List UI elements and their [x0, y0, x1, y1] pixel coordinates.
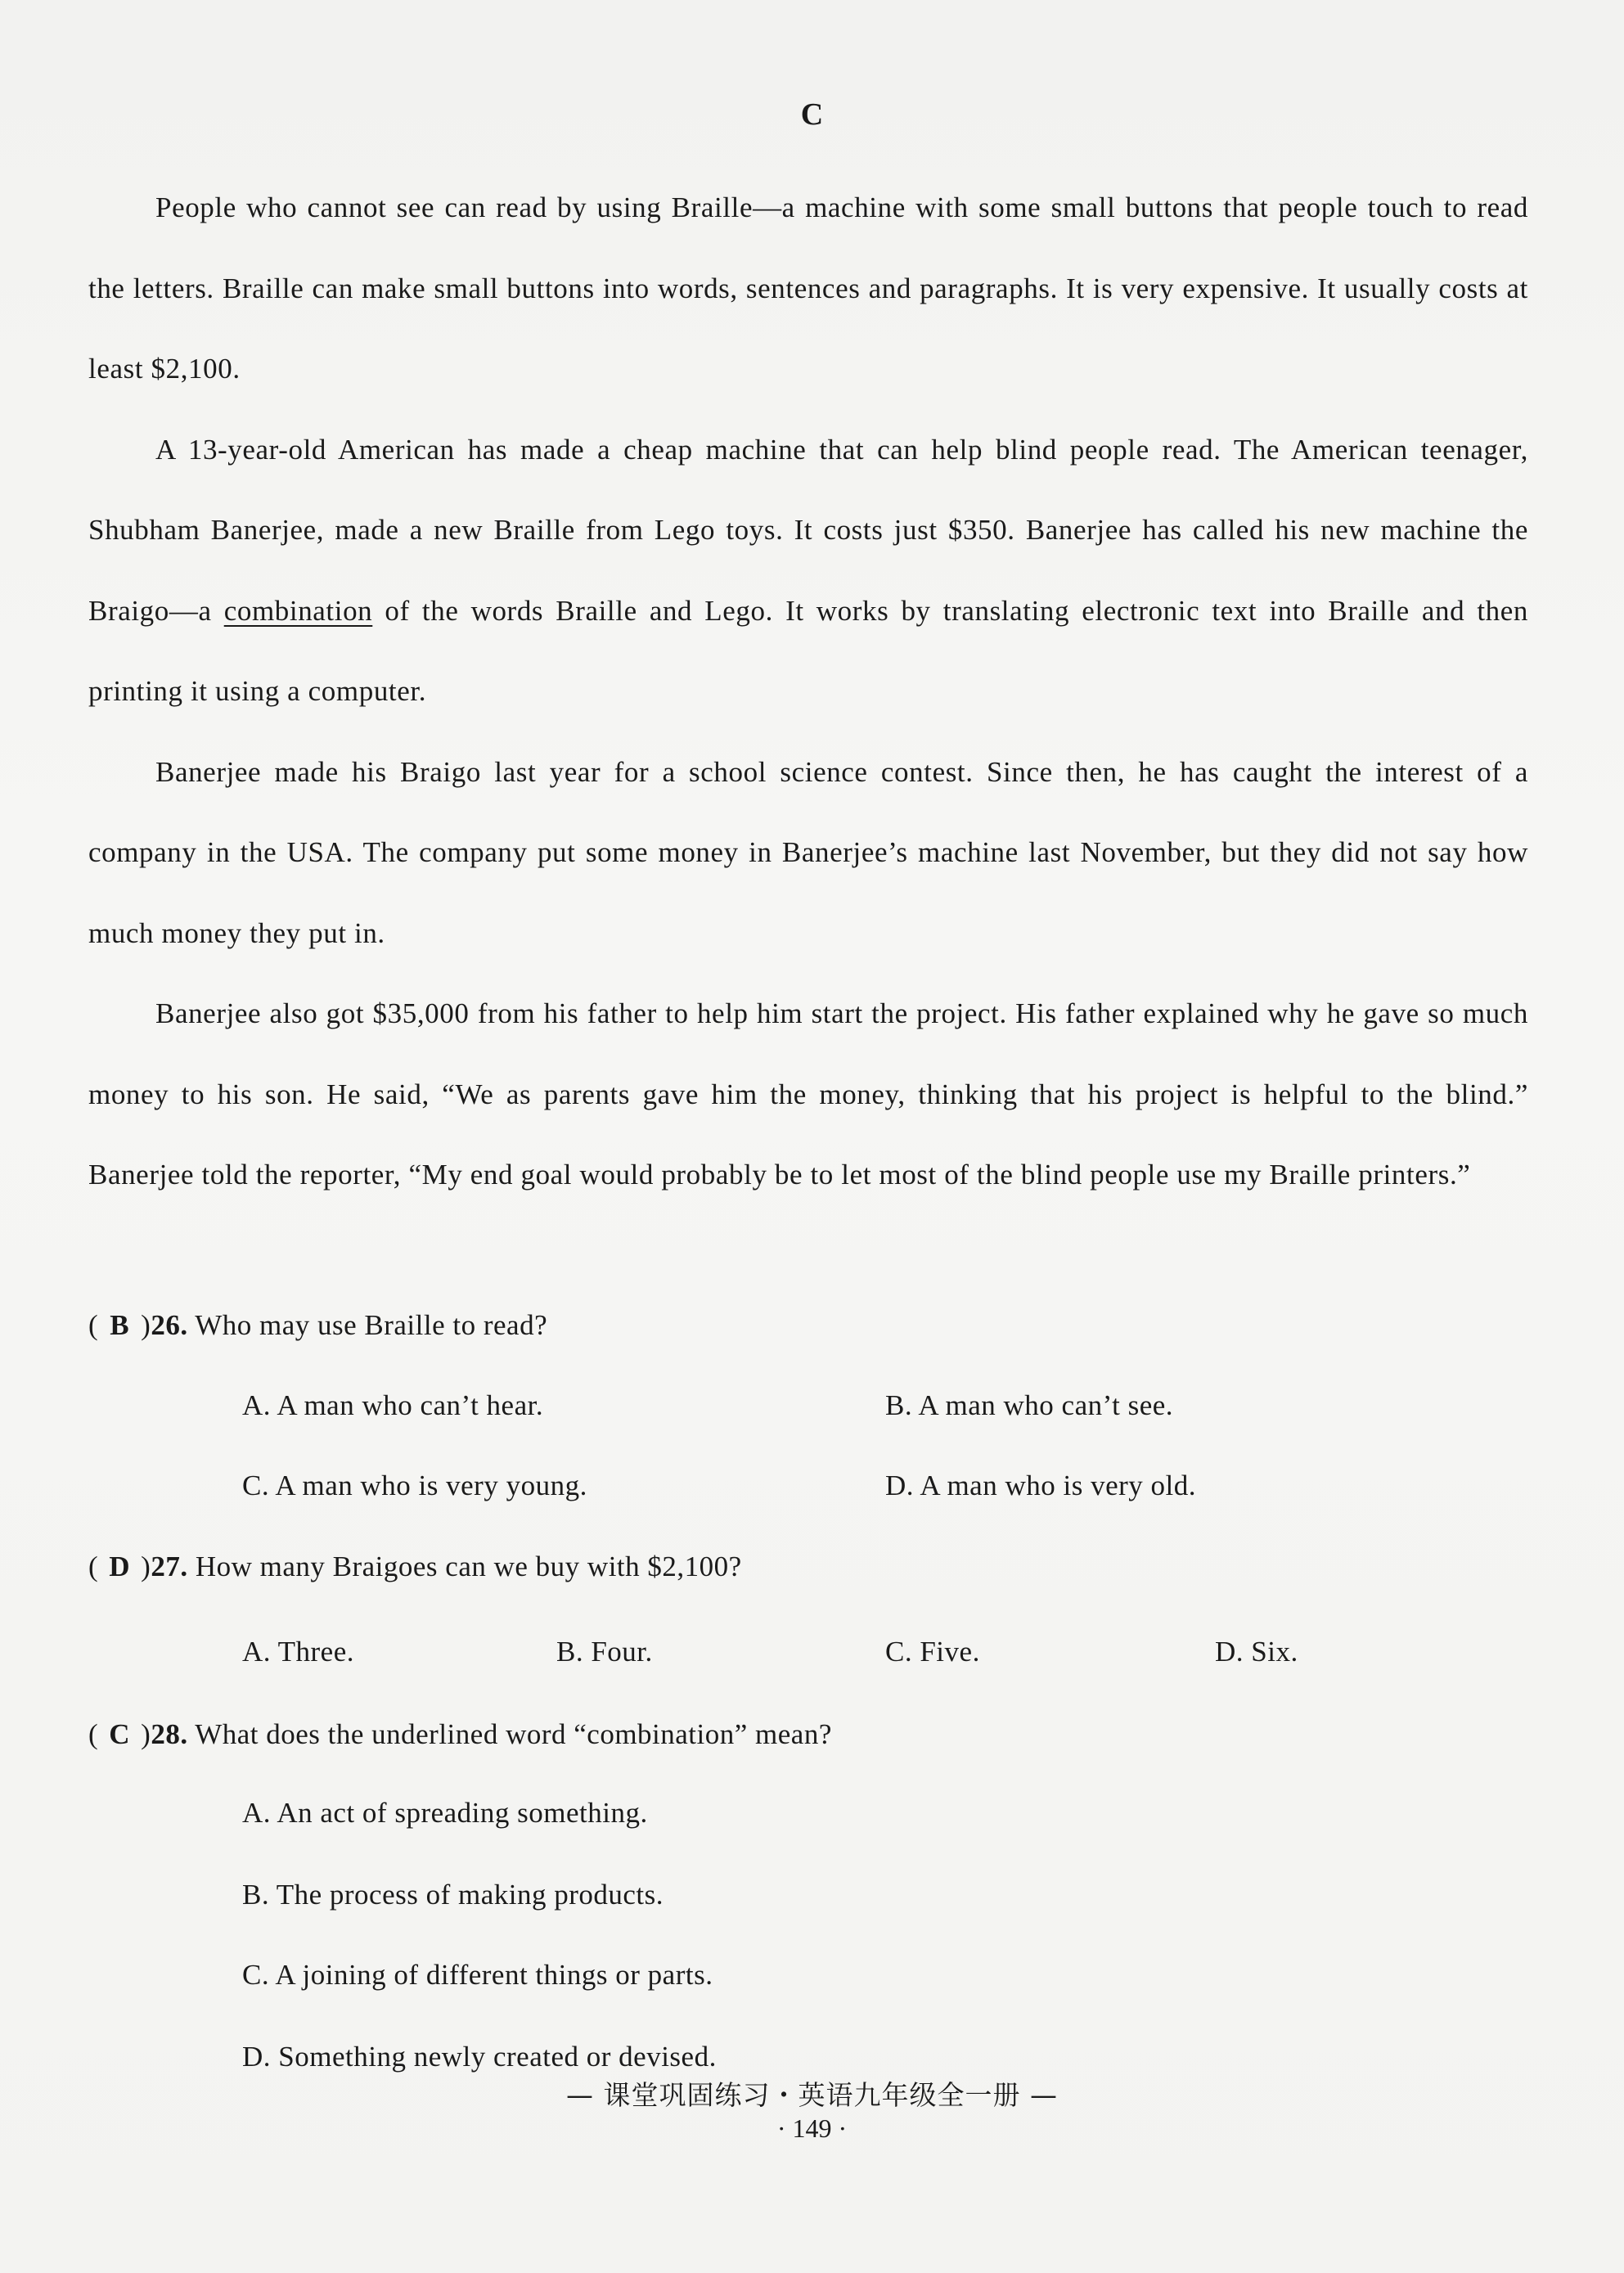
question-text: What does the underlined word “combination” mean?: [195, 1718, 832, 1750]
question-number: 26.: [151, 1309, 188, 1341]
reading-passage: [88, 168, 1528, 1216]
paragraph-2-text-after: of the words Braille and Lego. It works by translating electronic text into Braille and then printing it using a computer.: [88, 594, 1528, 707]
question-27: ( D )27. How many Braigoes can we buy with $2,100?: [88, 1551, 742, 1582]
page-number: · 149 ·: [776, 2113, 848, 2143]
answer-28: C: [109, 1718, 131, 1750]
answer-27: D: [109, 1551, 131, 1582]
answer-26: B: [110, 1309, 130, 1341]
option-28-c: C. A joining of different things or parts.: [242, 1959, 713, 1991]
option-27-c: C. Five.: [885, 1636, 980, 1668]
passage-paragraph-2: [88, 410, 1528, 732]
question-text: Who may use Braille to read?: [195, 1309, 548, 1341]
question-28: ( C )28. What does the underlined word “combination” mean?: [88, 1718, 832, 1750]
option-27-a: A. Three.: [242, 1636, 354, 1668]
question-text: How many Braigoes can we buy with $2,100?: [195, 1551, 742, 1582]
option-26-a: A. A man who can’t hear.: [242, 1389, 544, 1421]
book-title-footer: — 课堂巩固练习・英语九年级全一册 —: [566, 2079, 1058, 2111]
question-26: ( B )26. Who may use Braille to read?: [88, 1309, 548, 1341]
passage-paragraph-1: People who cannot see can read by using Braille—a machine with some small buttons that people touch to read the letters. Braille can make small buttons into words, sentences and paragraphs. It is very expensive. It usually costs at least $2,100.: [88, 191, 1528, 385]
option-28-a: A. An act of spreading something.: [242, 1797, 648, 1829]
passage-paragraph-4: Banerjee also got $35,000 from his father to help him start the project. His father explained why he gave so much money to his son. He said, “We as parents gave him the money, thinking that his project is helpful to the blind.” Banerjee told the reporter, “My end goal would probably be to let most of the blind people use my Braille printers.”: [88, 997, 1528, 1191]
paragraph-2-text-before: A 13-year-old American has made a cheap machine that can help blind people read. The American teenager, Shubham Banerjee, made a new Braille from Lego toys. It costs just $350. Banerjee has called his new machine the Braigo—a: [88, 433, 1528, 627]
question-number: 27.: [151, 1551, 188, 1582]
question-number: 28.: [151, 1718, 188, 1750]
option-28-d: D. Something newly created or devised.: [242, 2041, 717, 2073]
option-26-b: B. A man who can’t see.: [885, 1389, 1174, 1421]
section-title: C: [800, 97, 824, 132]
option-26-d: D. A man who is very old.: [885, 1470, 1196, 1501]
option-27-b: B. Four.: [556, 1636, 653, 1668]
passage-paragraph-3: Banerjee made his Braigo last year for a school science contest. Since then, he has caught the interest of a company in the USA. The company put some money in Banerjee’s machine last November, but they did not say how much money they put in.: [88, 755, 1528, 949]
option-28-b: B. The process of making products.: [242, 1879, 664, 1911]
underlined-word: combination: [223, 594, 373, 627]
option-27-d: D. Six.: [1215, 1636, 1298, 1668]
option-26-c: C. A man who is very young.: [242, 1470, 587, 1501]
